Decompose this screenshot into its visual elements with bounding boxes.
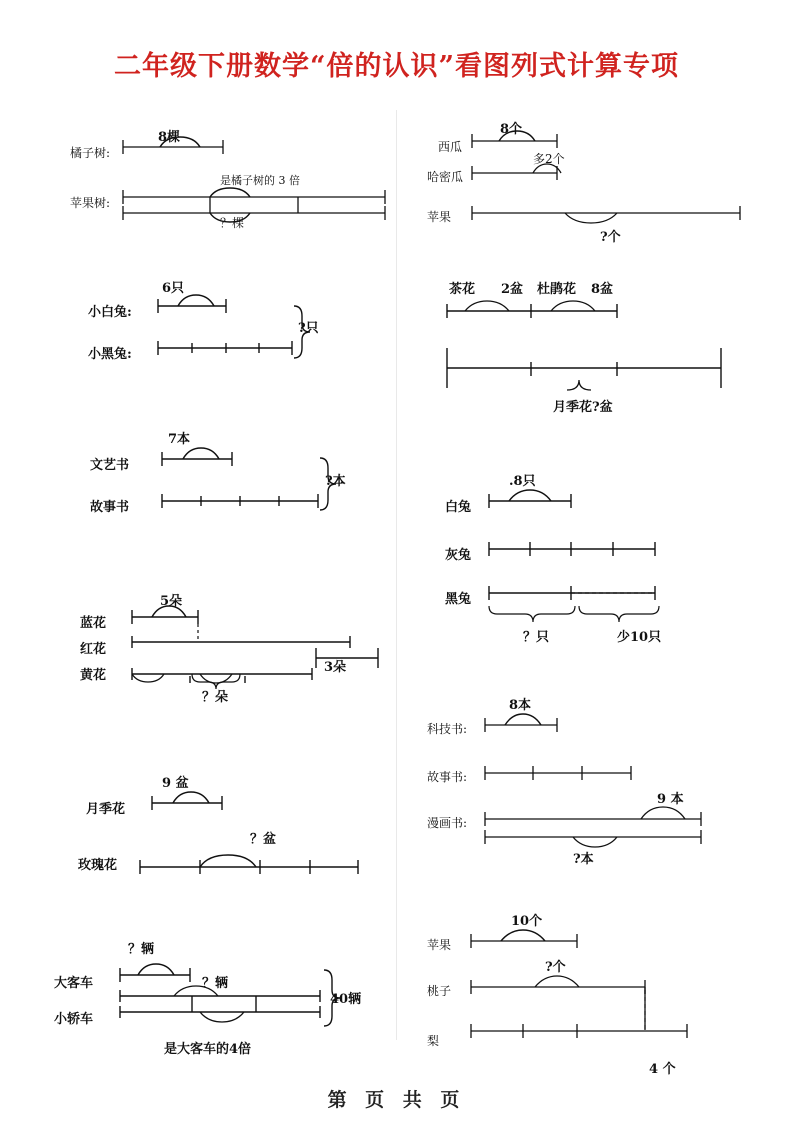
problem-right-1: [405, 108, 775, 248]
problem-right-5-row-0-name: 苹果: [427, 938, 452, 952]
problem-left-6-row-0-value: ？辆: [128, 942, 155, 957]
page-footer: 第 页 共 页: [327, 1089, 466, 1111]
problem-left-6-row-1-name: 小轿车: [54, 1012, 94, 1027]
problem-left-1-note: 是橘子树的 3 倍: [220, 174, 300, 187]
problem-right-5-row-0-value: 10个: [511, 914, 543, 929]
problem-left-2-row-0-value: 6只: [162, 281, 185, 296]
problem-left-6: [40, 910, 400, 1060]
problem-right-3-row-0-name: 白兔: [445, 500, 472, 515]
problem-left-2-diagram: [40, 265, 400, 375]
problem-right-4-diagram: [405, 670, 775, 870]
problem-left-5-total: ？盆: [250, 832, 277, 847]
problem-left-1: [40, 110, 400, 240]
problem-right-3-row-2-name: 黑兔: [445, 592, 472, 607]
problem-right-5-diagram: [405, 890, 775, 1090]
problem-left-3-row-0-value: 7本: [168, 432, 191, 447]
problem-left-5-row-1-name: 玫瑰花: [78, 858, 118, 873]
problem-left-1-total: ？棵: [220, 216, 245, 230]
problem-left-2: [40, 265, 400, 375]
problem-right-5-row-2-value: 4 个: [649, 1062, 676, 1077]
problem-right-4-row-1-name: 故事书:: [427, 770, 468, 784]
problem-left-2-row-0-name: 小白兔:: [88, 305, 132, 320]
problem-left-6-diagram: [40, 910, 400, 1060]
problem-right-1-row-1-name: 哈密瓜: [427, 170, 464, 184]
problem-right-2-row-1-name: 杜鹃花: [537, 282, 577, 297]
problem-left-4-row-0-name: 蓝花: [80, 616, 107, 631]
problem-left-6-brace-label: 40辆: [330, 992, 362, 1007]
problem-left-3-row-0-name: 文艺书: [90, 458, 130, 473]
problem-right-5-row-1-name: 桃子: [427, 984, 452, 998]
problem-right-4-row-2-value: 9 本: [657, 792, 684, 807]
problem-left-4-total: ？朵: [202, 690, 229, 705]
problem-right-1-diagram: [405, 108, 775, 248]
problem-left-4-row-0-value: 5朵: [160, 594, 183, 609]
problem-left-3-brace-label: ?本: [325, 474, 346, 489]
problem-left-2-brace-label: ?只: [298, 321, 319, 336]
problem-left-4-extra: 3朵: [324, 660, 347, 675]
problem-left-4-row-2-name: 黄花: [80, 668, 107, 683]
problem-right-5: [405, 890, 775, 1077]
problem-left-1-diagram: [40, 110, 400, 240]
problem-right-2: [405, 268, 775, 418]
problem-right-4-total: ?本: [573, 852, 594, 867]
problem-right-4: [405, 670, 775, 867]
problem-right-4-row-0-value: 8本: [509, 698, 532, 713]
problem-right-1-row-1-value: 多2个: [533, 152, 565, 166]
problem-left-5-row-0-value: 9 盆: [162, 776, 189, 791]
problem-right-1-row-2-value: ?个: [600, 230, 621, 245]
problem-left-1-row-0-value: 8棵: [158, 130, 181, 145]
left-column: [40, 100, 400, 1060]
problem-left-6-row-0-name: 大客车: [54, 976, 94, 991]
problem-right-1-row-2-name: 苹果: [427, 210, 452, 224]
problem-left-5-diagram: [40, 750, 400, 880]
problem-right-3: [405, 460, 775, 645]
problem-right-3-sub2: 少10只: [617, 630, 662, 645]
problem-left-4: [40, 570, 400, 710]
problem-left-3-diagram: [40, 410, 400, 520]
problem-right-5-row-2-name: 梨: [427, 1034, 440, 1048]
problem-right-3-sub1: ？只: [523, 630, 550, 645]
problem-left-6-note: 是大客车的4倍: [164, 1042, 252, 1057]
problem-right-3-row-1-name: 灰兔: [445, 548, 472, 563]
problem-left-2-row-1-name: 小黑兔:: [88, 347, 132, 362]
problem-left-4-diagram: [40, 570, 400, 710]
problem-left-1-row-0-name: 橘子树:: [70, 146, 111, 160]
problem-right-3-diagram: [405, 460, 775, 660]
right-column: [405, 100, 775, 1077]
problem-right-1-row-0-value: 8个: [500, 122, 523, 137]
problem-right-1-row-0-name: 西瓜: [438, 140, 463, 154]
page-title: 二年级下册数学“倍的认识”看图列式计算专项: [113, 51, 680, 82]
problem-left-6-row-1-value: ？辆: [202, 976, 229, 991]
problem-left-3: [40, 410, 400, 520]
problem-right-2-total: 月季花?盆: [553, 400, 613, 415]
problem-right-4-row-2-name: 漫画书:: [427, 816, 468, 830]
problem-right-4-row-0-name: 科技书:: [427, 722, 468, 736]
problem-left-5: [40, 750, 400, 880]
problem-right-2-row-0-value: 2盆: [501, 282, 524, 297]
problem-left-3-row-1-name: 故事书: [90, 500, 130, 515]
problem-right-2-row-0-name: 茶花: [449, 282, 476, 297]
problem-right-5-row-1-value: ?个: [545, 960, 566, 975]
problem-left-4-row-1-name: 红花: [80, 642, 107, 657]
problem-right-3-row-0-value: .8只: [509, 474, 536, 489]
problem-left-5-row-0-name: 月季花: [86, 802, 126, 817]
problem-left-1-row-1-name: 苹果树:: [70, 196, 111, 210]
problem-right-2-diagram: [405, 268, 775, 418]
problem-right-2-row-1-value: 8盆: [591, 282, 614, 297]
